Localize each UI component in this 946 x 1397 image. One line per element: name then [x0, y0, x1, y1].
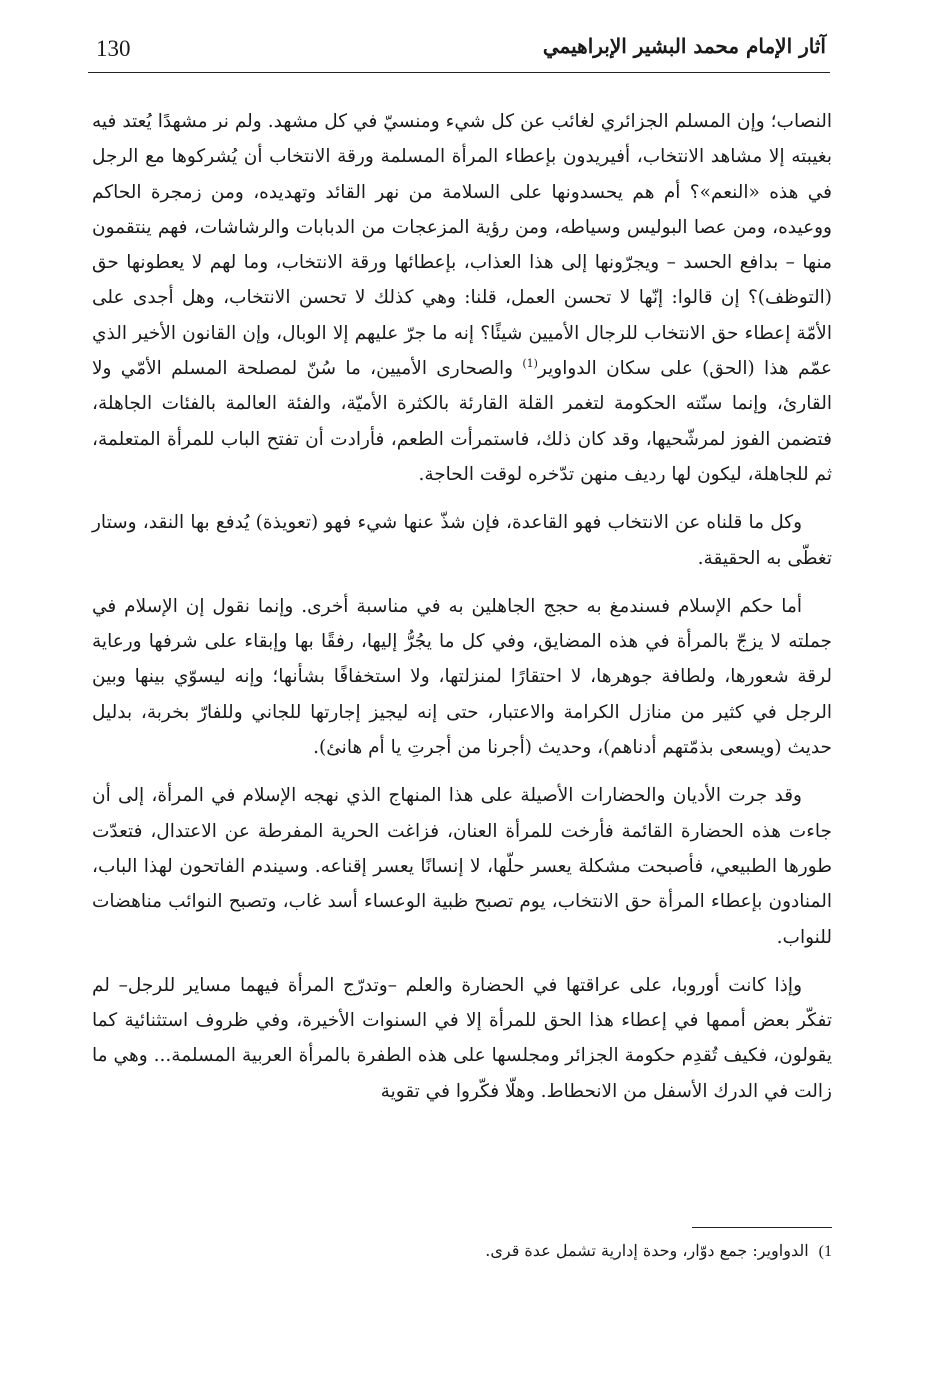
paragraph-1 [92, 104, 832, 492]
paragraph-1-continuation: والصحارى الأميين، ما سُنّ لمصلحة المسلم الأمّي ولا القارئ، وإنما سنّته الحكومة لتغمر القلة القارئة بالكثرة الأميّة، والفئة العالمة بالفئات الجاهلة، فتضمن الفوز لمرشّحيها، وقد كان ذلك، فاستمرأت الطعم، فأرادت أن تفتح الباب للمرأة المتعلمة، ثم للجاهلة، ليكون لها رديف منهن تدّخره لوقت الحاجة. [92, 358, 832, 485]
paragraph-4: وقد جرت الأديان والحضارات الأصيلة على هذا المنهاج الذي نهجه الإسلام في المرأة، إلى أن جاءت هذه الحضارة القائمة فأرخت للمرأة العنان، فزاغت الحرية المفرطة عن الاعتدال، فتعدّت طورها الطبيعي، فأصبحت مشكلة يعسر حلّها، لا إنسانًا يعسر إقناعه. وسيندم الفاتحون لهذا الباب، المنادون بإعطاء المرأة حق الانتخاب، يوم تصبح ظبية الوعساء أسد غاب، وتصبح النوائب مناهضات للنواب. [92, 785, 832, 948]
footnotes [92, 1238, 832, 1265]
main-text [92, 104, 832, 1109]
footnote-text: الدواوير: جمع دوّار، وحدة إدارية تشمل عدة قرى. [485, 1241, 809, 1260]
paragraph-1-text: النصاب؛ وإن المسلم الجزائري لغائب عن كل شيء ومنسيّ في كل مشهد. ولم نر مشهدًا يُعتد فيه بغيبته إلا مشاهد الانتخاب، أفيريدون بإعطاء المرأة المسلمة ورقة الانتخاب أن يُشركوها مع الرجل في هذه «النعم»؟ أم هم يحسدونها على السلامة من نهر القائد وتهديده، ومن زمجرة الحاكم ووعيده، ومن عصا البوليس وسياطه، ومن رؤية المزعجات من الدبابات والرشاشات، فهم ينتقمون منها – بدافع الحسد – ويجرّونها إلى هذا العذاب، بإعطائها ورقة الانتخاب، وما لهم لا يعطونها حق (التوظف)؟ إن قالوا: إنّها لا تحسن العمل، قلنا: وهي كذلك لا تحسن الانتخاب، وهل أجدى على الأمّة إعطاء حق الانتخاب للرجال الأميين شيئًا؟ إنه ما جرّ عليهم إلا الوبال، وإن القانون الأخير الذي عمّم هذا (الحق) على سكان الدواوير [92, 111, 832, 380]
paragraph-2: وكل ما قلناه عن الانتخاب فهو القاعدة، فإن شذّ عنها شيء فهو (تعويذة) يُدفع بها النقد، وستار تغطّى به الحقيقة. [92, 512, 832, 569]
footnote-marker: 1) [818, 1243, 832, 1260]
footnote-reference: (1) [522, 356, 538, 370]
page-header [88, 28, 830, 73]
paragraph-3: أما حكم الإسلام فسندمغ به حجج الجاهلين به في مناسبة أخرى. وإنما نقول إن الإسلام في جملته لا يزجّ بالمرأة في هذه المضايق، وفي كل ما يجُرُّ إليها، رفقًا بها وإبقاء على شرفها ورعاية لرقة شعورها، ولطافة جوهرها، لا احتقارًا لمنزلتها، ولا استخفافًا بشأنها؛ وإنه ليسوّي بينها وبين الرجل في كثير من منازل الكرامة والاعتبار، حتى إنه ليجيز إجارتها للجاني وللفارّ بخربة، بدليل حديث (ويسعى بذمّتهم أدناهم)، وحديث (أجرنا من أجرتِ يا أم هانئ). [92, 595, 832, 759]
footnote-divider [692, 1227, 832, 1228]
running-title: آثار الإمام محمد البشير الإبراهيمي [542, 34, 826, 58]
footnote-1 [92, 1238, 832, 1265]
paragraph-5: وإذا كانت أوروبا، على عراقتها في الحضارة والعلم –وتدرّج المرأة فيهما مساير للرجل– لم تفكّر بعض أممها في إعطاء هذا الحق للمرأة إلا في السنوات الأخيرة، وفي ظروف استثنائية كما يقولون، فكيف تُقدِم حكومة الجزائر ومجلسها على هذه الطفرة بالمرأة العربية المسلمة... وهي ما زالت في الدرك الأسفل من الانحطاط. وهلّا فكّروا في تقوية [92, 974, 832, 1102]
page-number: 130 [96, 36, 131, 61]
